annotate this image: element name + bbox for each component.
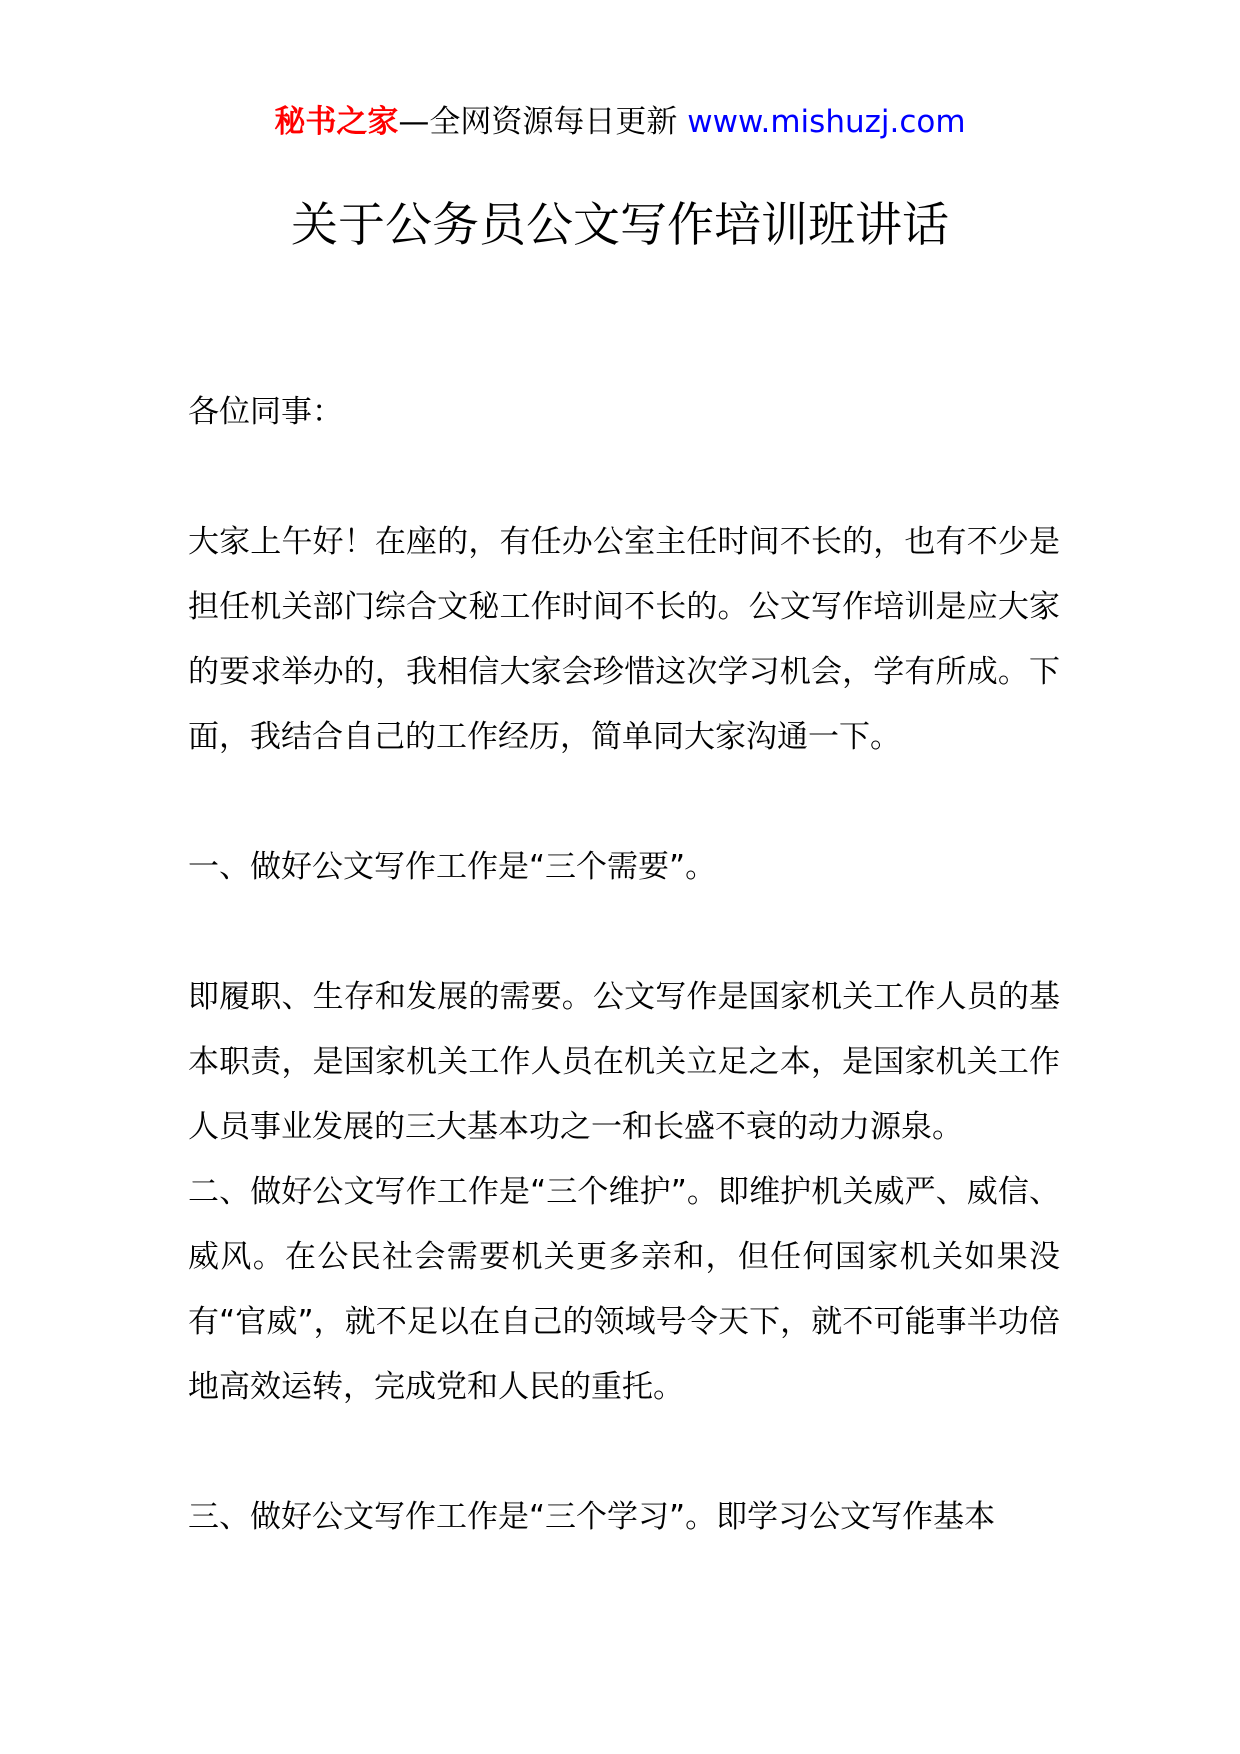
document-body [188,380,1060,1550]
site-header [0,102,1240,142]
paragraph-section-3: 三、做好公文写作工作是“三个学习”。即学习公文写作基本 [188,1499,996,1535]
document-title: 关于公务员公文写作培训班讲话 [291,198,949,253]
header-tagline: —全网资源每日更新 [398,104,678,140]
site-url-link[interactable]: www.mishuzj.com [687,104,966,140]
brand-name: 秘书之家 [274,104,399,140]
paragraph-intro: 大家上午好！在座的，有任办公室主任时间不长的，也有不少是担任机关部门综合文秘工作时间不长的。公文写作培训是应大家的要求举办的，我相信大家会珍惜这次学习机会，学有所成。下面，我结合自己的工作经历，简单同大家沟通一下。 [188,524,1060,755]
paragraph-section-1-body: 即履职、生存和发展的需要。公文写作是国家机关工作人员的基本职责，是国家机关工作人员在机关立足之本，是国家机关工作人员事业发展的三大基本功之一和长盛不衰的动力源泉。 [188,979,1060,1145]
paragraph-section-1-heading: 一、做好公文写作工作是“三个需要”。 [188,849,717,885]
paragraph-section-2: 二、做好公文写作工作是“三个维护”。即维护机关威严、威信、威风。在公民社会需要机关更多亲和，但任何国家机关如果没有“官威”，就不足以在自己的领域号令天下，就不可能事半功倍地高效运转，完成党和人民的重托。 [188,1174,1060,1405]
greeting: 各位同事： [188,394,343,430]
